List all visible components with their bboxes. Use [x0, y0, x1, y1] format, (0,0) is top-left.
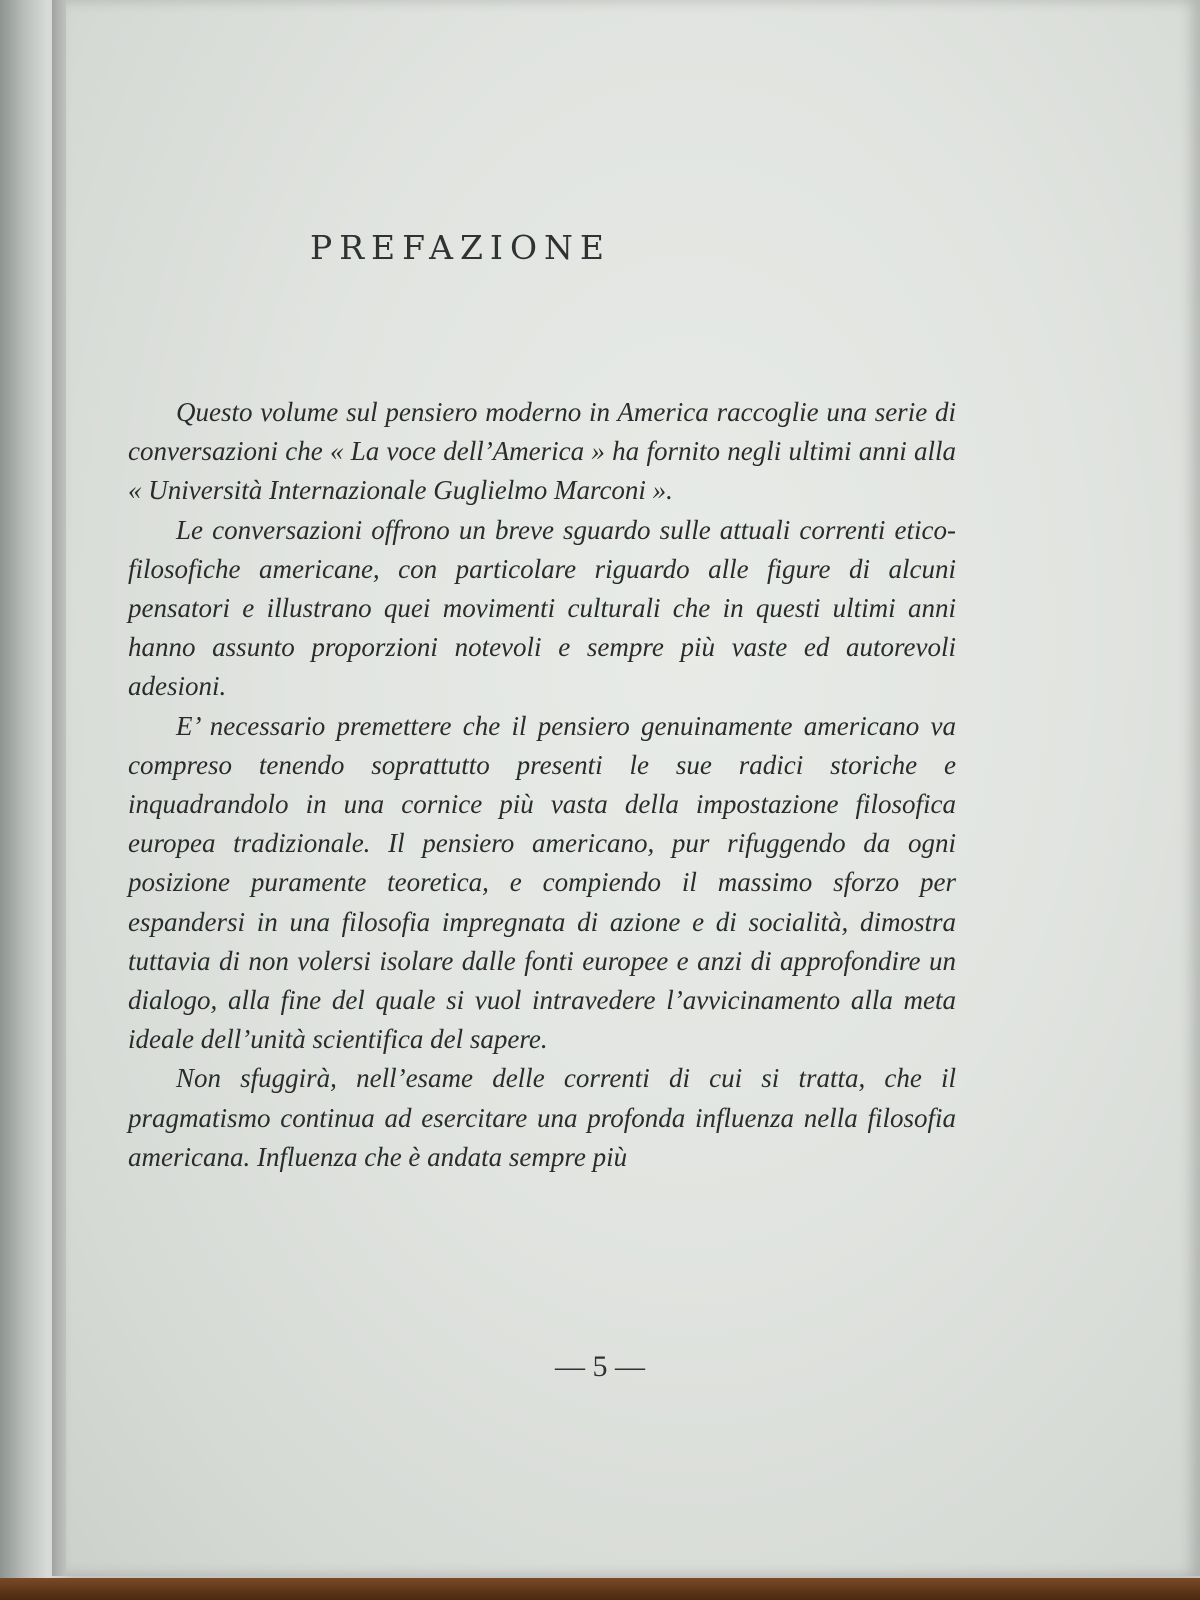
preface-body: [128, 393, 956, 1177]
paragraph-4: Non sfuggirà, nell’esame delle correnti di cui si tratta, che il pragmatismo continua ad esercitare una profonda influenza nella filosofia americana. Influenza che è andata sempre più: [128, 1063, 956, 1172]
page-number: — 5 —: [555, 1350, 645, 1383]
paragraph-1: Questo volume sul pensiero moderno in America raccoglie una serie di conversazioni che « La voce dell’America » ha fornito negli ultimi anni alla « Università Internazionale Guglielmo Marconi ».: [128, 397, 956, 506]
paragraph-2: Le conversazioni offrono un breve sguardo sulle attuali correnti etico-filosofiche americane, con particolare riguardo alle figure di alcuni pensatori e illustrano quei movimenti culturali che in questi ultimi anni hanno assunto proporzioni notevoli e sempre più vaste ed autorevoli adesioni.: [128, 514, 956, 702]
page-heading: PREFAZIONE: [310, 228, 611, 267]
wooden-table-edge: [0, 1578, 1200, 1600]
paragraph-3: E’ necessario premettere che il pensiero genuinamente americano va compreso tenendo soprattutto presenti le sue radici storiche e inquadrandolo in una cornice più vasta della impostazione filosofica europea tradizionale. Il pensiero americano, pur rifuggendo da ogni posizione puramente teoretica, e compiendo il massimo sforzo per espandersi in una filosofia impregnata di azione e di socialità, dimostra tuttavia di non volersi isolare dalle fonti europee e anzi di approfondire un dialogo, alla fine del quale si vuol intravedere l’avvicinamento alla meta ideale dell’unità scientifica del sapere.: [128, 710, 956, 1055]
